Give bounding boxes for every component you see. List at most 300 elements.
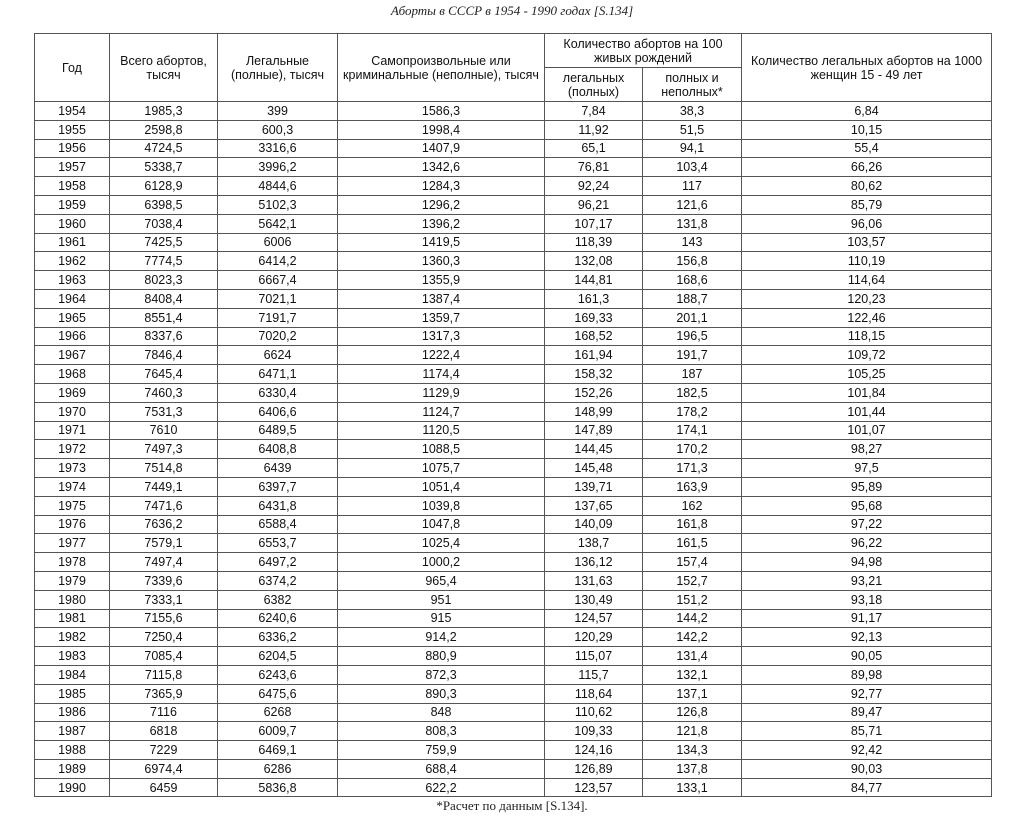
table-row: [35, 120, 992, 139]
legal-cell: 6006: [218, 233, 338, 252]
per100-legal-cell: 115,7: [545, 665, 643, 684]
header-per100-full: полных и неполных*: [643, 68, 742, 102]
per100-full-cell: 137,8: [643, 759, 742, 778]
table-row: [35, 252, 992, 271]
per100-legal-cell: 144,81: [545, 271, 643, 290]
spontaneous-cell: 1039,8: [338, 496, 545, 515]
per100-legal-cell: 110,62: [545, 703, 643, 722]
total-cell: 7471,6: [110, 496, 218, 515]
per100-full-cell: 121,6: [643, 195, 742, 214]
table-row: [35, 590, 992, 609]
legal-cell: 6439: [218, 459, 338, 478]
total-cell: 7115,8: [110, 665, 218, 684]
spontaneous-cell: 1360,3: [338, 252, 545, 271]
year-cell: 1964: [35, 289, 110, 308]
total-cell: 5338,7: [110, 158, 218, 177]
year-cell: 1980: [35, 590, 110, 609]
table-row: [35, 477, 992, 496]
total-cell: 7250,4: [110, 628, 218, 647]
legal-cell: 6268: [218, 703, 338, 722]
per1000-cell: 94,98: [742, 553, 992, 572]
per1000-cell: 98,27: [742, 440, 992, 459]
spontaneous-cell: 880,9: [338, 647, 545, 666]
year-cell: 1969: [35, 383, 110, 402]
legal-cell: 5102,3: [218, 195, 338, 214]
year-cell: 1983: [35, 647, 110, 666]
spontaneous-cell: 1419,5: [338, 233, 545, 252]
per100-legal-cell: 124,16: [545, 741, 643, 760]
legal-cell: 6286: [218, 759, 338, 778]
legal-cell: 4844,6: [218, 177, 338, 196]
spontaneous-cell: 1047,8: [338, 515, 545, 534]
legal-cell: 6382: [218, 590, 338, 609]
per100-full-cell: 156,8: [643, 252, 742, 271]
per100-legal-cell: 115,07: [545, 647, 643, 666]
total-cell: 8408,4: [110, 289, 218, 308]
header-total: Всего абортов, тысяч: [110, 34, 218, 102]
spontaneous-cell: 1120,5: [338, 421, 545, 440]
table-row: [35, 684, 992, 703]
table-row: [35, 102, 992, 121]
total-cell: 7531,3: [110, 402, 218, 421]
per1000-cell: 109,72: [742, 346, 992, 365]
footnote: *Расчет по данным [S.134].: [436, 798, 588, 813]
per100-legal-cell: 168,52: [545, 327, 643, 346]
table-row: [35, 665, 992, 684]
per1000-cell: 101,44: [742, 402, 992, 421]
table-row: [35, 440, 992, 459]
per100-full-cell: 142,2: [643, 628, 742, 647]
year-cell: 1989: [35, 759, 110, 778]
header-per100-legal: легальных (полных): [545, 68, 643, 102]
per1000-cell: 101,84: [742, 383, 992, 402]
total-cell: 2598,8: [110, 120, 218, 139]
legal-cell: 6204,5: [218, 647, 338, 666]
total-cell: 7425,5: [110, 233, 218, 252]
per100-full-cell: 187: [643, 365, 742, 384]
per1000-cell: 101,07: [742, 421, 992, 440]
spontaneous-cell: 1000,2: [338, 553, 545, 572]
year-cell: 1978: [35, 553, 110, 572]
year-cell: 1956: [35, 139, 110, 158]
per100-legal-cell: 11,92: [545, 120, 643, 139]
legal-cell: 7020,2: [218, 327, 338, 346]
per1000-cell: 118,15: [742, 327, 992, 346]
per100-full-cell: 188,7: [643, 289, 742, 308]
legal-cell: 6475,6: [218, 684, 338, 703]
per100-full-cell: 51,5: [643, 120, 742, 139]
spontaneous-cell: 965,4: [338, 571, 545, 590]
legal-cell: 3316,6: [218, 139, 338, 158]
per100-legal-cell: 169,33: [545, 308, 643, 327]
per1000-cell: 92,13: [742, 628, 992, 647]
legal-cell: 6397,7: [218, 477, 338, 496]
per100-full-cell: 131,4: [643, 647, 742, 666]
table-row: [35, 647, 992, 666]
total-cell: 7579,1: [110, 534, 218, 553]
total-cell: 8337,6: [110, 327, 218, 346]
per100-full-cell: 157,4: [643, 553, 742, 572]
per1000-cell: 92,77: [742, 684, 992, 703]
per1000-cell: 97,22: [742, 515, 992, 534]
spontaneous-cell: 1355,9: [338, 271, 545, 290]
per100-legal-cell: 145,48: [545, 459, 643, 478]
table-row: [35, 158, 992, 177]
spontaneous-cell: 1222,4: [338, 346, 545, 365]
year-cell: 1960: [35, 214, 110, 233]
per1000-cell: 120,23: [742, 289, 992, 308]
abortions-table: [34, 33, 992, 797]
per100-legal-cell: 131,63: [545, 571, 643, 590]
per100-full-cell: 161,8: [643, 515, 742, 534]
legal-cell: 5642,1: [218, 214, 338, 233]
table-row: [35, 233, 992, 252]
per1000-cell: 103,57: [742, 233, 992, 252]
per100-full-cell: 151,2: [643, 590, 742, 609]
legal-cell: 7021,1: [218, 289, 338, 308]
per100-legal-cell: 158,32: [545, 365, 643, 384]
total-cell: 7116: [110, 703, 218, 722]
year-cell: 1984: [35, 665, 110, 684]
table-row: [35, 402, 992, 421]
per100-legal-cell: 126,89: [545, 759, 643, 778]
spontaneous-cell: 914,2: [338, 628, 545, 647]
per1000-cell: 89,98: [742, 665, 992, 684]
per100-full-cell: 168,6: [643, 271, 742, 290]
legal-cell: 6240,6: [218, 609, 338, 628]
spontaneous-cell: 1342,6: [338, 158, 545, 177]
total-cell: 7497,3: [110, 440, 218, 459]
per100-full-cell: 117: [643, 177, 742, 196]
per100-full-cell: 131,8: [643, 214, 742, 233]
per100-full-cell: 201,1: [643, 308, 742, 327]
spontaneous-cell: 1174,4: [338, 365, 545, 384]
year-cell: 1966: [35, 327, 110, 346]
table-row: [35, 139, 992, 158]
per100-full-cell: 174,1: [643, 421, 742, 440]
per1000-cell: 95,89: [742, 477, 992, 496]
per1000-cell: 85,79: [742, 195, 992, 214]
per100-legal-cell: 123,57: [545, 778, 643, 797]
per1000-cell: 97,5: [742, 459, 992, 478]
total-cell: 6459: [110, 778, 218, 797]
per1000-cell: 92,42: [742, 741, 992, 760]
year-cell: 1965: [35, 308, 110, 327]
per1000-cell: 93,18: [742, 590, 992, 609]
year-cell: 1971: [35, 421, 110, 440]
legal-cell: 6553,7: [218, 534, 338, 553]
per1000-cell: 122,46: [742, 308, 992, 327]
spontaneous-cell: 1129,9: [338, 383, 545, 402]
year-cell: 1955: [35, 120, 110, 139]
year-cell: 1968: [35, 365, 110, 384]
legal-cell: 6408,8: [218, 440, 338, 459]
year-cell: 1954: [35, 102, 110, 121]
per100-full-cell: 132,1: [643, 665, 742, 684]
legal-cell: 5836,8: [218, 778, 338, 797]
table-row: [35, 327, 992, 346]
total-cell: 7155,6: [110, 609, 218, 628]
year-cell: 1963: [35, 271, 110, 290]
per100-full-cell: 144,2: [643, 609, 742, 628]
per100-legal-cell: 140,09: [545, 515, 643, 534]
total-cell: 7333,1: [110, 590, 218, 609]
per100-full-cell: 178,2: [643, 402, 742, 421]
per1000-cell: 89,47: [742, 703, 992, 722]
per100-legal-cell: 161,3: [545, 289, 643, 308]
per100-legal-cell: 144,45: [545, 440, 643, 459]
legal-cell: 6667,4: [218, 271, 338, 290]
per100-legal-cell: 139,71: [545, 477, 643, 496]
per100-full-cell: 121,8: [643, 722, 742, 741]
per1000-cell: 93,21: [742, 571, 992, 590]
spontaneous-cell: 688,4: [338, 759, 545, 778]
per100-legal-cell: 120,29: [545, 628, 643, 647]
spontaneous-cell: 848: [338, 703, 545, 722]
total-cell: 7038,4: [110, 214, 218, 233]
per100-full-cell: 152,7: [643, 571, 742, 590]
year-cell: 1961: [35, 233, 110, 252]
spontaneous-cell: 1387,4: [338, 289, 545, 308]
per100-full-cell: 170,2: [643, 440, 742, 459]
per100-full-cell: 134,3: [643, 741, 742, 760]
legal-cell: 6471,1: [218, 365, 338, 384]
spontaneous-cell: 1075,7: [338, 459, 545, 478]
year-cell: 1972: [35, 440, 110, 459]
total-cell: 6398,5: [110, 195, 218, 214]
per100-full-cell: 163,9: [643, 477, 742, 496]
table-row: [35, 195, 992, 214]
legal-cell: 6009,7: [218, 722, 338, 741]
total-cell: 7497,4: [110, 553, 218, 572]
table-row: [35, 289, 992, 308]
per1000-cell: 85,71: [742, 722, 992, 741]
per100-legal-cell: 109,33: [545, 722, 643, 741]
year-cell: 1970: [35, 402, 110, 421]
total-cell: 4724,5: [110, 139, 218, 158]
total-cell: 6974,4: [110, 759, 218, 778]
year-cell: 1975: [35, 496, 110, 515]
table-row: [35, 496, 992, 515]
total-cell: 6128,9: [110, 177, 218, 196]
per100-legal-cell: 118,64: [545, 684, 643, 703]
spontaneous-cell: 1025,4: [338, 534, 545, 553]
legal-cell: 6431,8: [218, 496, 338, 515]
per1000-cell: 114,64: [742, 271, 992, 290]
per100-full-cell: 94,1: [643, 139, 742, 158]
per100-full-cell: 171,3: [643, 459, 742, 478]
spontaneous-cell: 1088,5: [338, 440, 545, 459]
year-cell: 1982: [35, 628, 110, 647]
per1000-cell: 66,26: [742, 158, 992, 177]
per1000-cell: 6,84: [742, 102, 992, 121]
total-cell: 7610: [110, 421, 218, 440]
total-cell: 7460,3: [110, 383, 218, 402]
spontaneous-cell: 1998,4: [338, 120, 545, 139]
table-row: [35, 722, 992, 741]
table-row: [35, 271, 992, 290]
legal-cell: 6243,6: [218, 665, 338, 684]
legal-cell: 6489,5: [218, 421, 338, 440]
legal-cell: 7191,7: [218, 308, 338, 327]
spontaneous-cell: 872,3: [338, 665, 545, 684]
per100-legal-cell: 7,84: [545, 102, 643, 121]
total-cell: 7846,4: [110, 346, 218, 365]
per1000-cell: 105,25: [742, 365, 992, 384]
legal-cell: 3996,2: [218, 158, 338, 177]
year-cell: 1958: [35, 177, 110, 196]
per100-legal-cell: 132,08: [545, 252, 643, 271]
header-spontaneous: Самопроизвольные или криминальные (неполные), тысяч: [338, 34, 545, 102]
spontaneous-cell: 1284,3: [338, 177, 545, 196]
table-row: [35, 741, 992, 760]
total-cell: 7085,4: [110, 647, 218, 666]
total-cell: 8023,3: [110, 271, 218, 290]
per100-full-cell: 103,4: [643, 158, 742, 177]
table-row: [35, 346, 992, 365]
year-cell: 1974: [35, 477, 110, 496]
year-cell: 1977: [35, 534, 110, 553]
per100-full-cell: 182,5: [643, 383, 742, 402]
total-cell: 7774,5: [110, 252, 218, 271]
legal-cell: 6469,1: [218, 741, 338, 760]
year-cell: 1959: [35, 195, 110, 214]
spontaneous-cell: 759,9: [338, 741, 545, 760]
year-cell: 1973: [35, 459, 110, 478]
spontaneous-cell: 915: [338, 609, 545, 628]
per100-legal-cell: 65,1: [545, 139, 643, 158]
per100-full-cell: 137,1: [643, 684, 742, 703]
per100-full-cell: 38,3: [643, 102, 742, 121]
spontaneous-cell: 1586,3: [338, 102, 545, 121]
year-cell: 1990: [35, 778, 110, 797]
table-row: [35, 571, 992, 590]
total-cell: 7636,2: [110, 515, 218, 534]
table-row: [35, 459, 992, 478]
per1000-cell: 80,62: [742, 177, 992, 196]
per1000-cell: 90,05: [742, 647, 992, 666]
per100-full-cell: 126,8: [643, 703, 742, 722]
legal-cell: 6588,4: [218, 515, 338, 534]
per100-legal-cell: 118,39: [545, 233, 643, 252]
per1000-cell: 91,17: [742, 609, 992, 628]
legal-cell: 6406,6: [218, 402, 338, 421]
per100-legal-cell: 161,94: [545, 346, 643, 365]
legal-cell: 6374,2: [218, 571, 338, 590]
legal-cell: 6336,2: [218, 628, 338, 647]
year-cell: 1985: [35, 684, 110, 703]
per1000-cell: 10,15: [742, 120, 992, 139]
year-cell: 1979: [35, 571, 110, 590]
total-cell: 7339,6: [110, 571, 218, 590]
table-body: [35, 102, 992, 797]
spontaneous-cell: 808,3: [338, 722, 545, 741]
spontaneous-cell: 1051,4: [338, 477, 545, 496]
per1000-cell: 110,19: [742, 252, 992, 271]
per100-legal-cell: 137,65: [545, 496, 643, 515]
year-cell: 1986: [35, 703, 110, 722]
per100-legal-cell: 148,99: [545, 402, 643, 421]
legal-cell: 399: [218, 102, 338, 121]
per100-legal-cell: 152,26: [545, 383, 643, 402]
per100-legal-cell: 136,12: [545, 553, 643, 572]
header-year: Год: [35, 34, 110, 102]
per1000-cell: 96,06: [742, 214, 992, 233]
total-cell: 7514,8: [110, 459, 218, 478]
table-row: [35, 553, 992, 572]
header-legal: Легальные (полные), тысяч: [218, 34, 338, 102]
per1000-cell: 84,77: [742, 778, 992, 797]
per100-legal-cell: 107,17: [545, 214, 643, 233]
total-cell: 8551,4: [110, 308, 218, 327]
spontaneous-cell: 890,3: [338, 684, 545, 703]
total-cell: 6818: [110, 722, 218, 741]
table-row: [35, 628, 992, 647]
table-row: [35, 778, 992, 797]
spontaneous-cell: 951: [338, 590, 545, 609]
per100-full-cell: 196,5: [643, 327, 742, 346]
year-cell: 1987: [35, 722, 110, 741]
legal-cell: 600,3: [218, 120, 338, 139]
spontaneous-cell: 622,2: [338, 778, 545, 797]
per100-full-cell: 143: [643, 233, 742, 252]
table-row: [35, 421, 992, 440]
per100-full-cell: 161,5: [643, 534, 742, 553]
table-row: [35, 534, 992, 553]
table-caption: Аборты в СССР в 1954 - 1990 годах [S.134]: [390, 3, 634, 18]
total-cell: 7365,9: [110, 684, 218, 703]
spontaneous-cell: 1124,7: [338, 402, 545, 421]
spontaneous-cell: 1359,7: [338, 308, 545, 327]
table-row: [35, 609, 992, 628]
legal-cell: 6330,4: [218, 383, 338, 402]
legal-cell: 6497,2: [218, 553, 338, 572]
header-per100-group: Количество абортов на 100 живых рождений: [545, 34, 742, 68]
per100-full-cell: 133,1: [643, 778, 742, 797]
year-cell: 1967: [35, 346, 110, 365]
table-row: [35, 214, 992, 233]
total-cell: 7229: [110, 741, 218, 760]
table-row: [35, 308, 992, 327]
table-row: [35, 383, 992, 402]
year-cell: 1957: [35, 158, 110, 177]
table-row: [35, 515, 992, 534]
total-cell: 7645,4: [110, 365, 218, 384]
table-row: [35, 177, 992, 196]
year-cell: 1962: [35, 252, 110, 271]
spontaneous-cell: 1407,9: [338, 139, 545, 158]
legal-cell: 6414,2: [218, 252, 338, 271]
per1000-cell: 90,03: [742, 759, 992, 778]
year-cell: 1988: [35, 741, 110, 760]
per100-full-cell: 162: [643, 496, 742, 515]
per100-legal-cell: 147,89: [545, 421, 643, 440]
per1000-cell: 95,68: [742, 496, 992, 515]
table-row: [35, 703, 992, 722]
table-row: [35, 759, 992, 778]
per100-legal-cell: 138,7: [545, 534, 643, 553]
per100-legal-cell: 92,24: [545, 177, 643, 196]
spontaneous-cell: 1317,3: [338, 327, 545, 346]
per100-full-cell: 191,7: [643, 346, 742, 365]
per100-legal-cell: 76,81: [545, 158, 643, 177]
per1000-cell: 96,22: [742, 534, 992, 553]
legal-cell: 6624: [218, 346, 338, 365]
total-cell: 7449,1: [110, 477, 218, 496]
per100-legal-cell: 124,57: [545, 609, 643, 628]
header-per1000: Количество легальных абортов на 1000 женщин 15 - 49 лет: [742, 34, 992, 102]
spontaneous-cell: 1396,2: [338, 214, 545, 233]
